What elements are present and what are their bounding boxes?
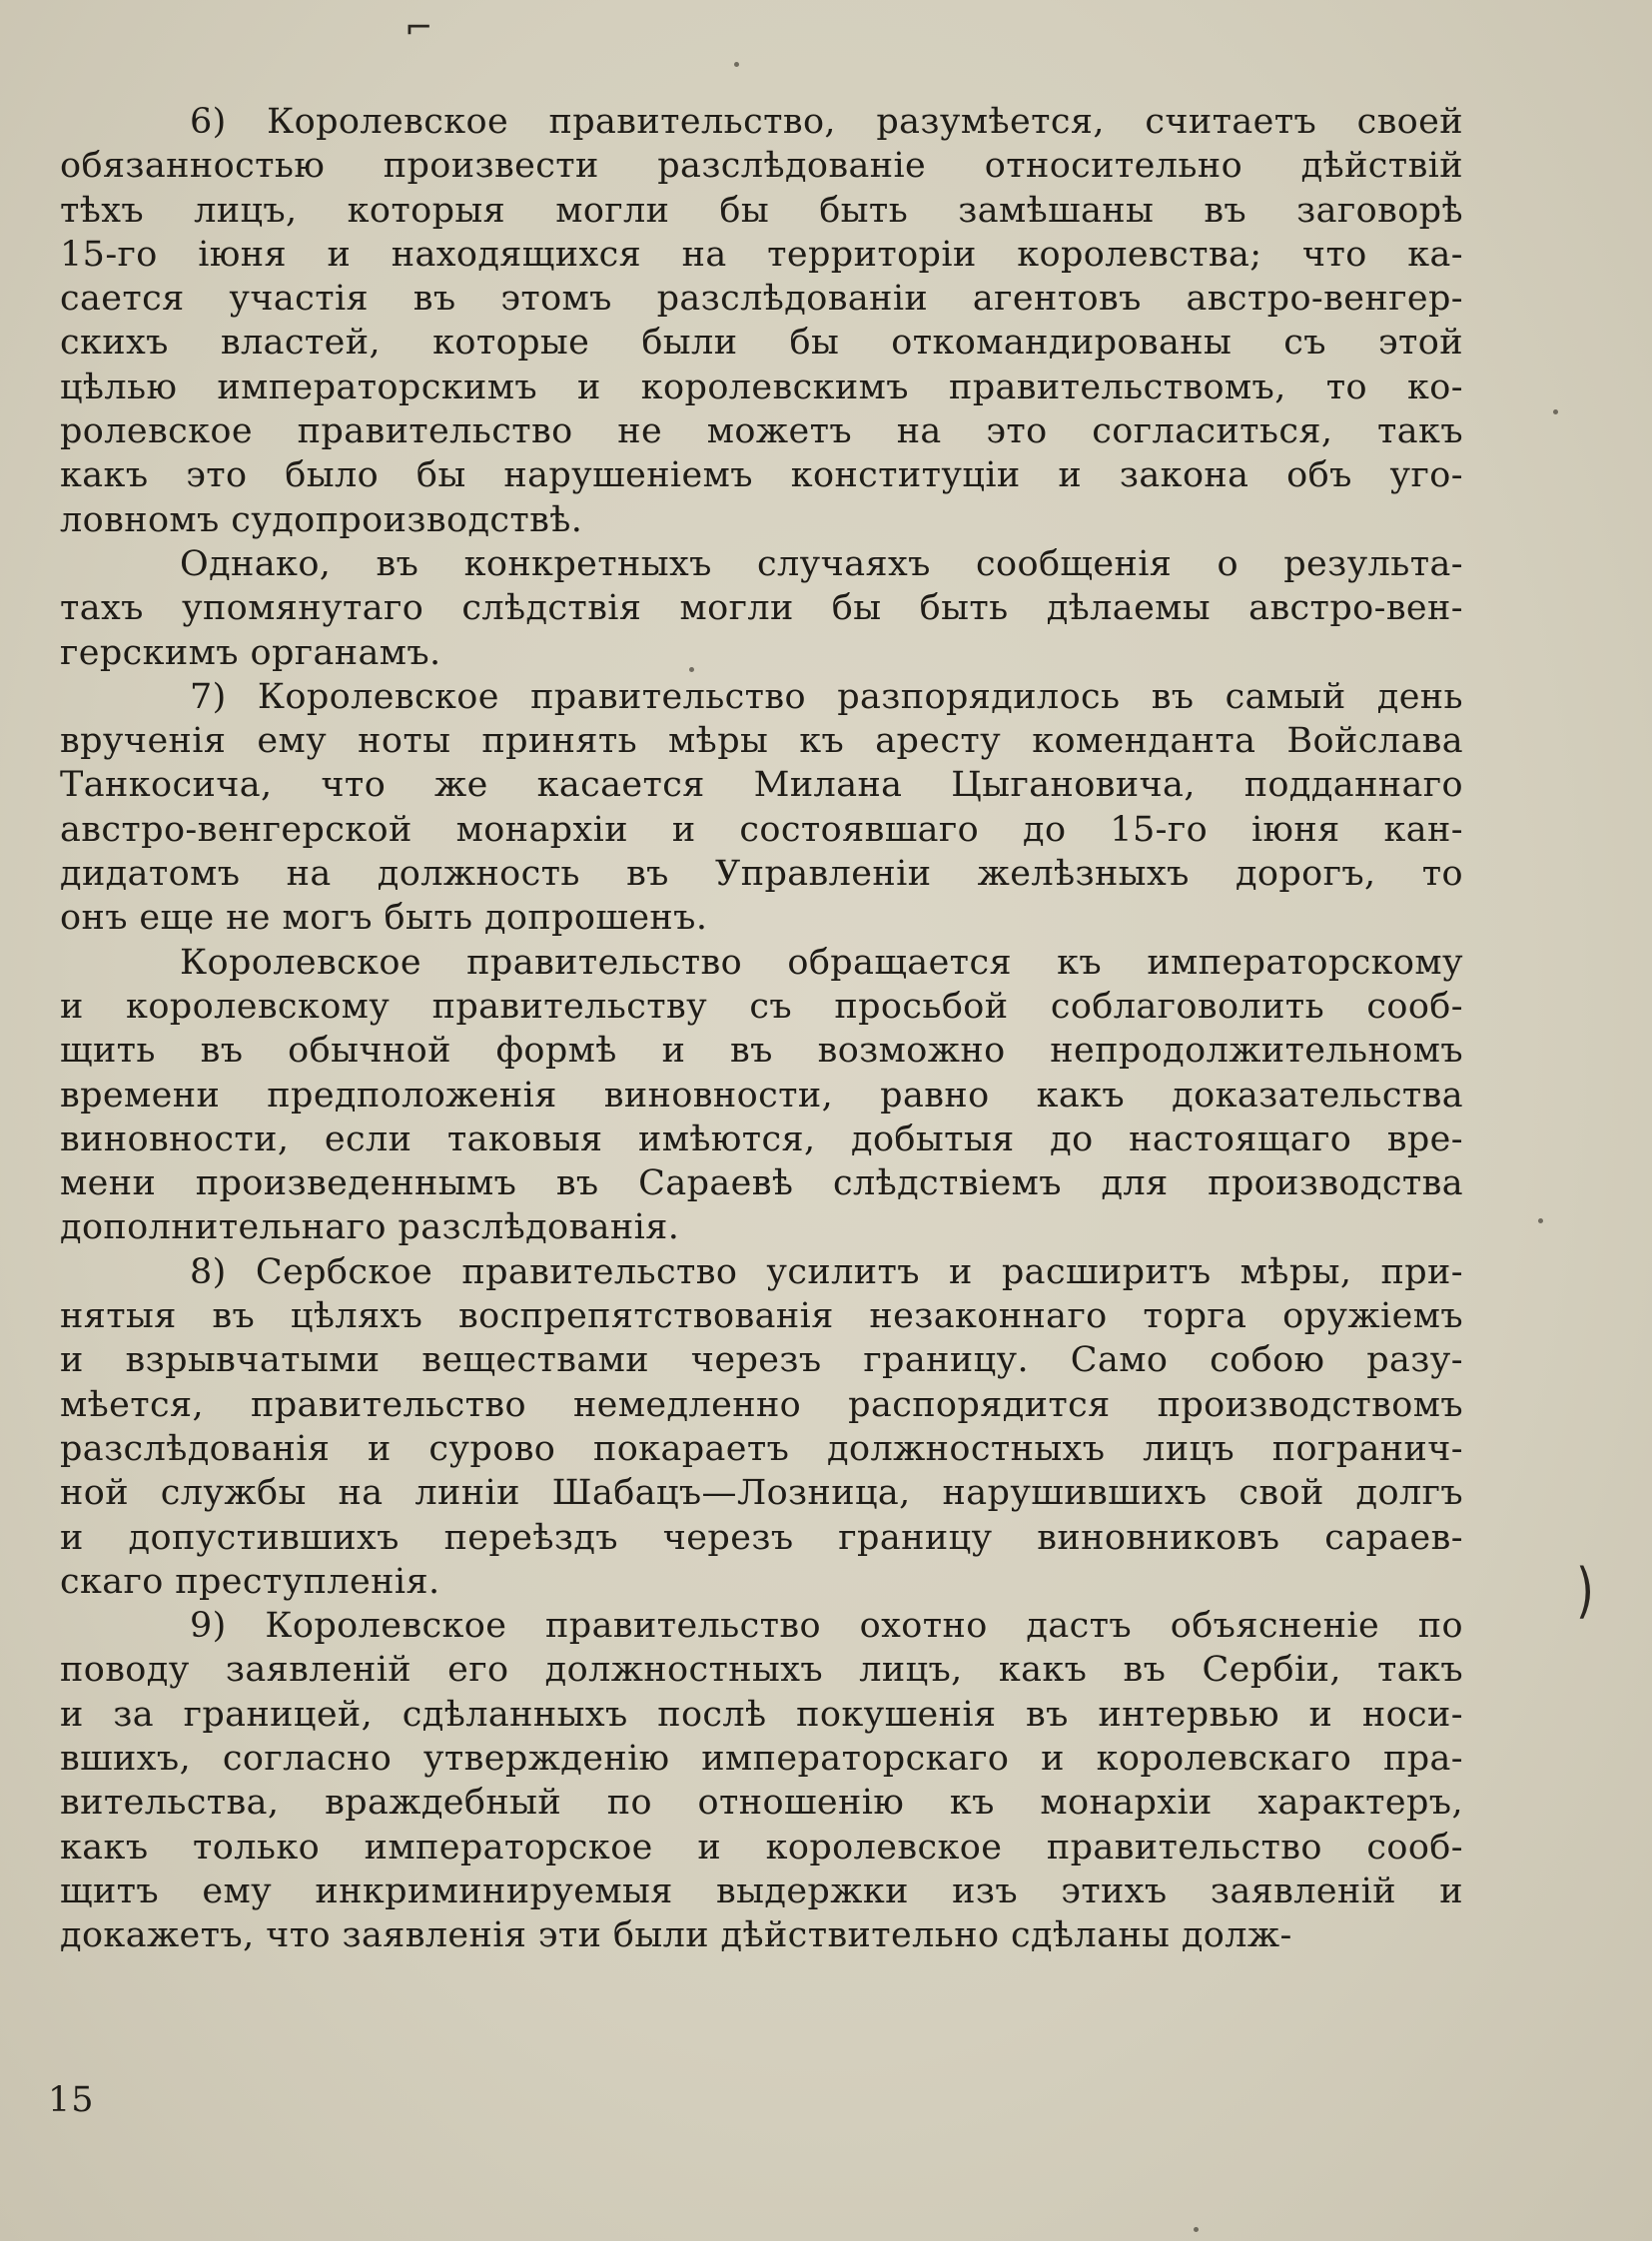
text-line: нятыя въ цѣляхъ воспрепятствованія незаконнаго торга оружіемъ <box>60 1296 1463 1337</box>
paragraph-6-continuation <box>60 542 1463 675</box>
paper-speck <box>689 667 694 672</box>
text-line: 8) Сербское правительство усилитъ и расширитъ мѣры, при- <box>190 1251 1463 1292</box>
text-line: дидатомъ на должность въ Управленіи желѣзныхъ дорогъ, то <box>60 854 1463 895</box>
text-line: 6) Королевское правительство, разумѣется, считаетъ своей <box>190 102 1463 142</box>
text-line: мѣется, правительство немедленно распорядится производствомъ <box>60 1384 1463 1425</box>
text-line: врученія ему ноты принять мѣры къ аресту коменданта Войслава <box>60 721 1463 762</box>
top-margin-mark: ⌐ <box>405 8 433 48</box>
text-line: 7) Королевское правительство разпорядилось въ самый день <box>190 676 1463 717</box>
text-line: поводу заявленій его должностныхъ лицъ, какъ въ Сербіи, такъ <box>60 1650 1463 1691</box>
text-line: дополнительнаго разслѣдованія. <box>60 1207 680 1248</box>
paper-speck <box>734 62 739 67</box>
text-line: 15-го іюня и находящихся на территоріи королевства; что ка- <box>60 234 1463 275</box>
text-line: ловномъ судопроизводствѣ. <box>60 499 583 540</box>
text-line: и за границей, сдѣланныхъ послѣ покушенія въ интервью и носи- <box>60 1694 1463 1735</box>
text-line: какъ это было бы нарушеніемъ конституціи и закона объ уго- <box>60 455 1463 496</box>
text-line: разслѣдованія и сурово покараетъ должностныхъ лицъ погранич- <box>60 1428 1463 1469</box>
paragraph-8 <box>60 1250 1463 1604</box>
text-line: какъ только императорское и королевское правительство сооб- <box>60 1827 1463 1868</box>
right-margin-bracket: ) <box>1576 1554 1594 1626</box>
text-line: Танкосича, что же касается Милана Цыгановича, подданнаго <box>60 765 1463 806</box>
text-line: 9) Королевское правительство охотно дастъ объясненіе по <box>190 1606 1463 1647</box>
text-line: щить въ обычной формѣ и въ возможно непродолжительномъ <box>60 1031 1463 1072</box>
text-line: и допустившихъ переѣздъ черезъ границу виновниковъ сараев- <box>60 1517 1463 1558</box>
paper-speck <box>1538 1218 1543 1223</box>
text-line: и королевскому правительству съ просьбой соблаговолить сооб- <box>60 986 1463 1027</box>
text-line: времени предположенія виновности, равно какъ доказательства <box>60 1075 1463 1116</box>
text-line: тѣхъ лицъ, которыя могли бы быть замѣшаны въ заговорѣ <box>60 190 1463 231</box>
text-line: виновности, если таковыя имѣются, добытыя до настоящаго вре- <box>60 1119 1463 1159</box>
text-line: докажетъ, что заявленія эти были дѣйствительно сдѣланы долж- <box>60 1915 1292 1956</box>
text-line: ной службы на линіи Шабацъ—Лозница, нарушившихъ свой долгъ <box>60 1473 1463 1514</box>
text-line: и взрывчатыми веществами черезъ границу. Само собою разу- <box>60 1340 1463 1381</box>
text-line: скихъ властей, которые были бы откомандированы съ этой <box>60 323 1463 364</box>
text-line: ролевское правительство не можетъ на это согласиться, такъ <box>60 411 1463 452</box>
text-line: цѣлью императорскимъ и королевскимъ правительствомъ, то ко- <box>60 367 1463 407</box>
text-line: герскимъ органамъ. <box>60 632 441 673</box>
text-line: скаго преступленія. <box>60 1561 440 1602</box>
text-line: тахъ упомянутаго слѣдствія могли бы быть дѣлаемы австро-вен- <box>60 588 1463 629</box>
text-line: щитъ ему инкриминируемыя выдержки изъ этихъ заявленій и <box>60 1870 1463 1911</box>
text-line: вительства, враждебный по отношенію къ монархіи характеръ, <box>60 1783 1463 1824</box>
text-line: Королевское правительство обращается къ императорскому <box>180 942 1463 983</box>
text-line: Однако, въ конкретныхъ случаяхъ сообщенія о результа- <box>180 543 1463 584</box>
text-line: обязанностью произвести разслѣдованіе относительно дѣйствій <box>60 146 1463 187</box>
page-number: 15 <box>48 2080 95 2120</box>
text-line: сается участія въ этомъ разслѣдованіи агентовъ австро-венгер- <box>60 279 1463 320</box>
text-line: онъ еще не могъ быть допрошенъ. <box>60 898 708 939</box>
paragraph-9 <box>60 1604 1463 1957</box>
text-line: австро-венгерской монархіи и состоявшаго до 15-го іюня кан- <box>60 809 1463 850</box>
document-body <box>60 100 1463 1957</box>
paragraph-6 <box>60 100 1463 542</box>
paper-speck <box>1553 409 1558 414</box>
text-line: вшихъ, согласно утвержденію императорскаго и королевскаго пра- <box>60 1738 1463 1779</box>
paragraph-7 <box>60 675 1463 941</box>
paper-speck <box>1194 2227 1199 2232</box>
text-line: мени произведеннымъ въ Сараевѣ слѣдствіемъ для производства <box>60 1163 1463 1204</box>
paragraph-7-continuation <box>60 941 1463 1250</box>
